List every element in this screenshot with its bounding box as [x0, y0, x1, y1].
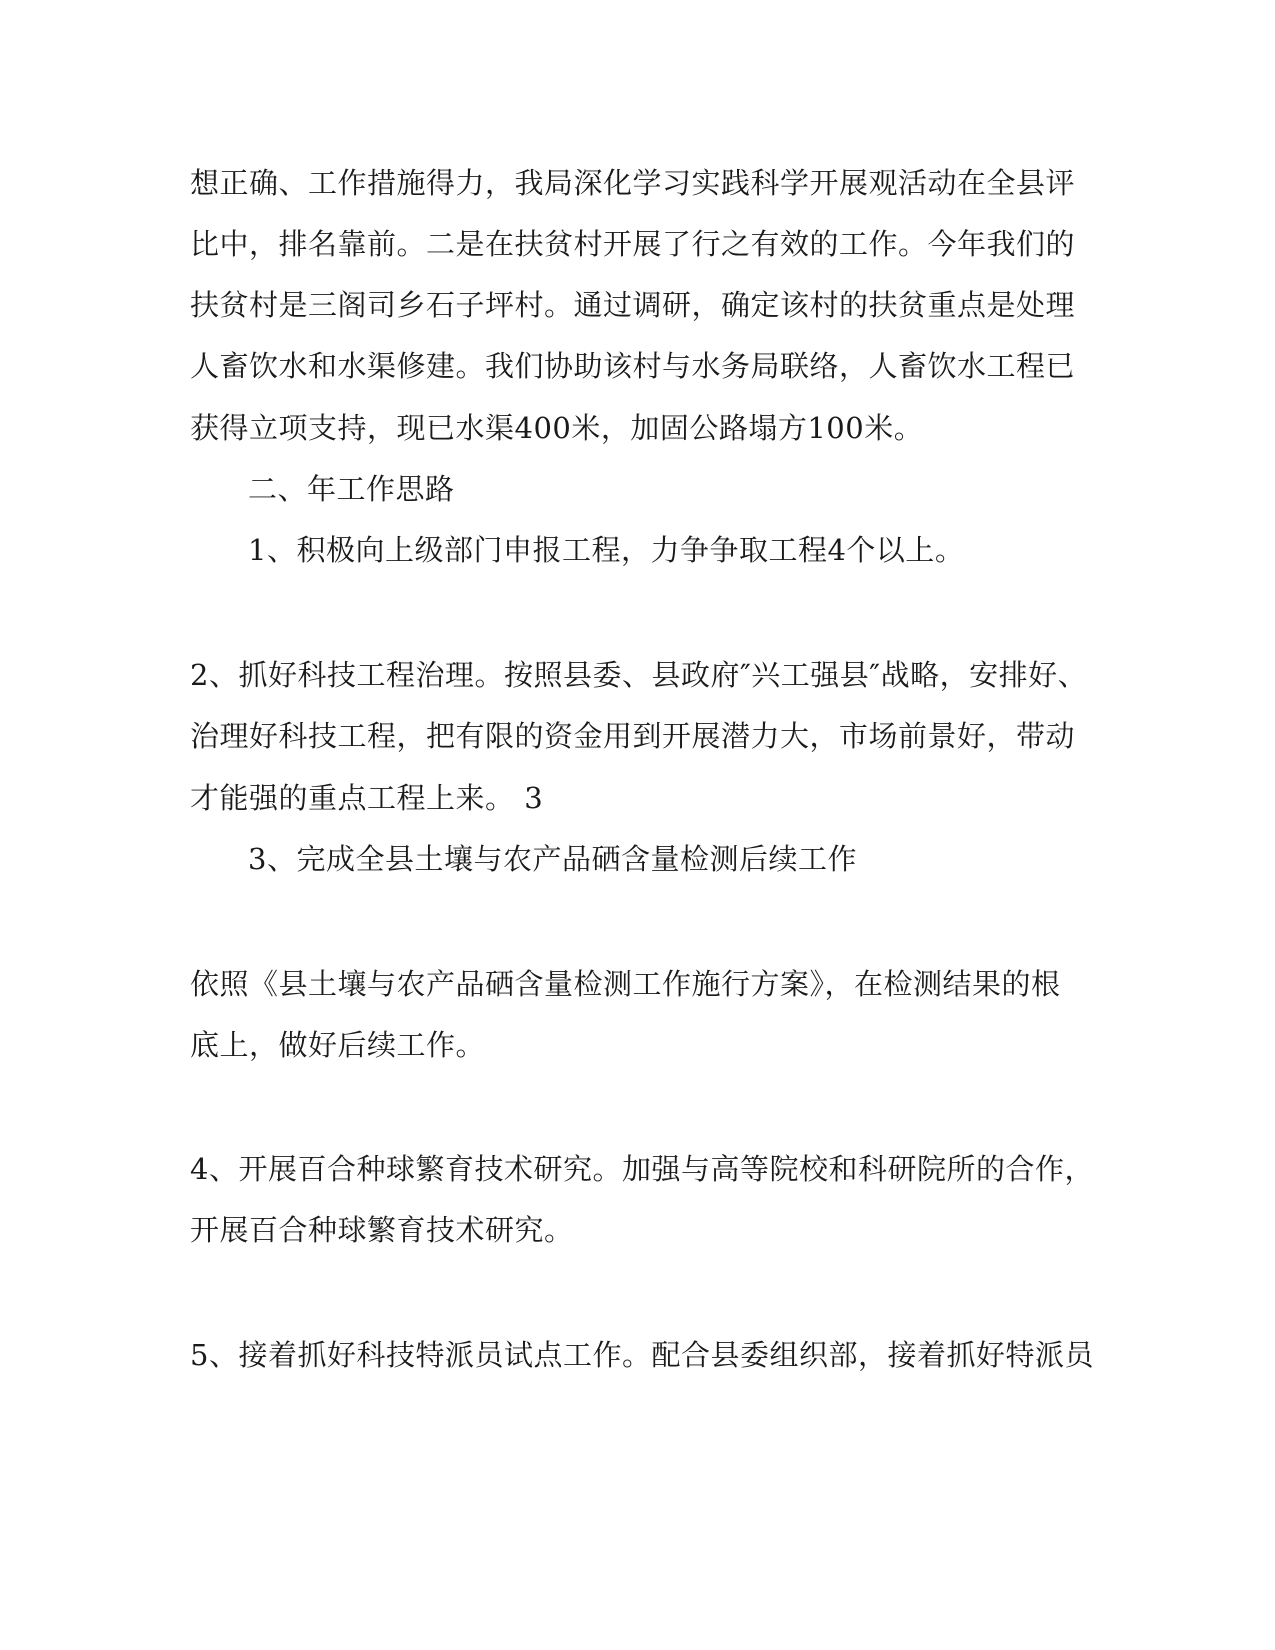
- list-item: 5、接着抓好科技特派员试点工作。配合县委组织部，接着抓好特派员: [190, 1338, 1094, 1372]
- paragraph-line: 底上，做好后续工作。: [190, 1028, 486, 1062]
- section-heading: 二、年工作思路: [248, 472, 455, 506]
- list-item: 3、完成全县土壤与农产品硒含量检测后续工作: [248, 842, 857, 876]
- paragraph-line: 开展百合种球繁育技术研究。: [190, 1213, 574, 1247]
- paragraph-line: 治理好科技工程，把有限的资金用到开展潜力大，市场前景好，带动: [190, 719, 1076, 753]
- paragraph-line: 想正确、工作措施得力，我局深化学习实践科学开展观活动在全县评: [190, 166, 1076, 200]
- paragraph-line: 才能强的重点工程上来。 3: [190, 781, 544, 815]
- list-item: 4、开展百合种球繁育技术研究。加强与高等院校和科研院所的合作，: [190, 1152, 1094, 1186]
- paragraph-line: 依照《县土壤与农产品硒含量检测工作施行方案》，在检测结果的根: [190, 967, 1061, 1001]
- paragraph-line: 获得立项支持，现已水渠400米，加固公路塌方100米。: [190, 411, 924, 445]
- paragraph-line: 人畜饮水和水渠修建。我们协助该村与水务局联络，人畜饮水工程已: [190, 349, 1076, 383]
- paragraph-line: 扶贫村是三阁司乡石子坪村。通过调研，确定该村的扶贫重点是处理: [190, 288, 1076, 322]
- list-item: 2、抓好科技工程治理。按照县委、县政府″兴工强县″战略，安排好、: [190, 658, 1088, 692]
- list-item: 1、积极向上级部门申报工程，力争争取工程4个以上。: [248, 533, 965, 567]
- paragraph-line: 比中，排名靠前。二是在扶贫村开展了行之有效的工作。今年我们的: [190, 227, 1076, 261]
